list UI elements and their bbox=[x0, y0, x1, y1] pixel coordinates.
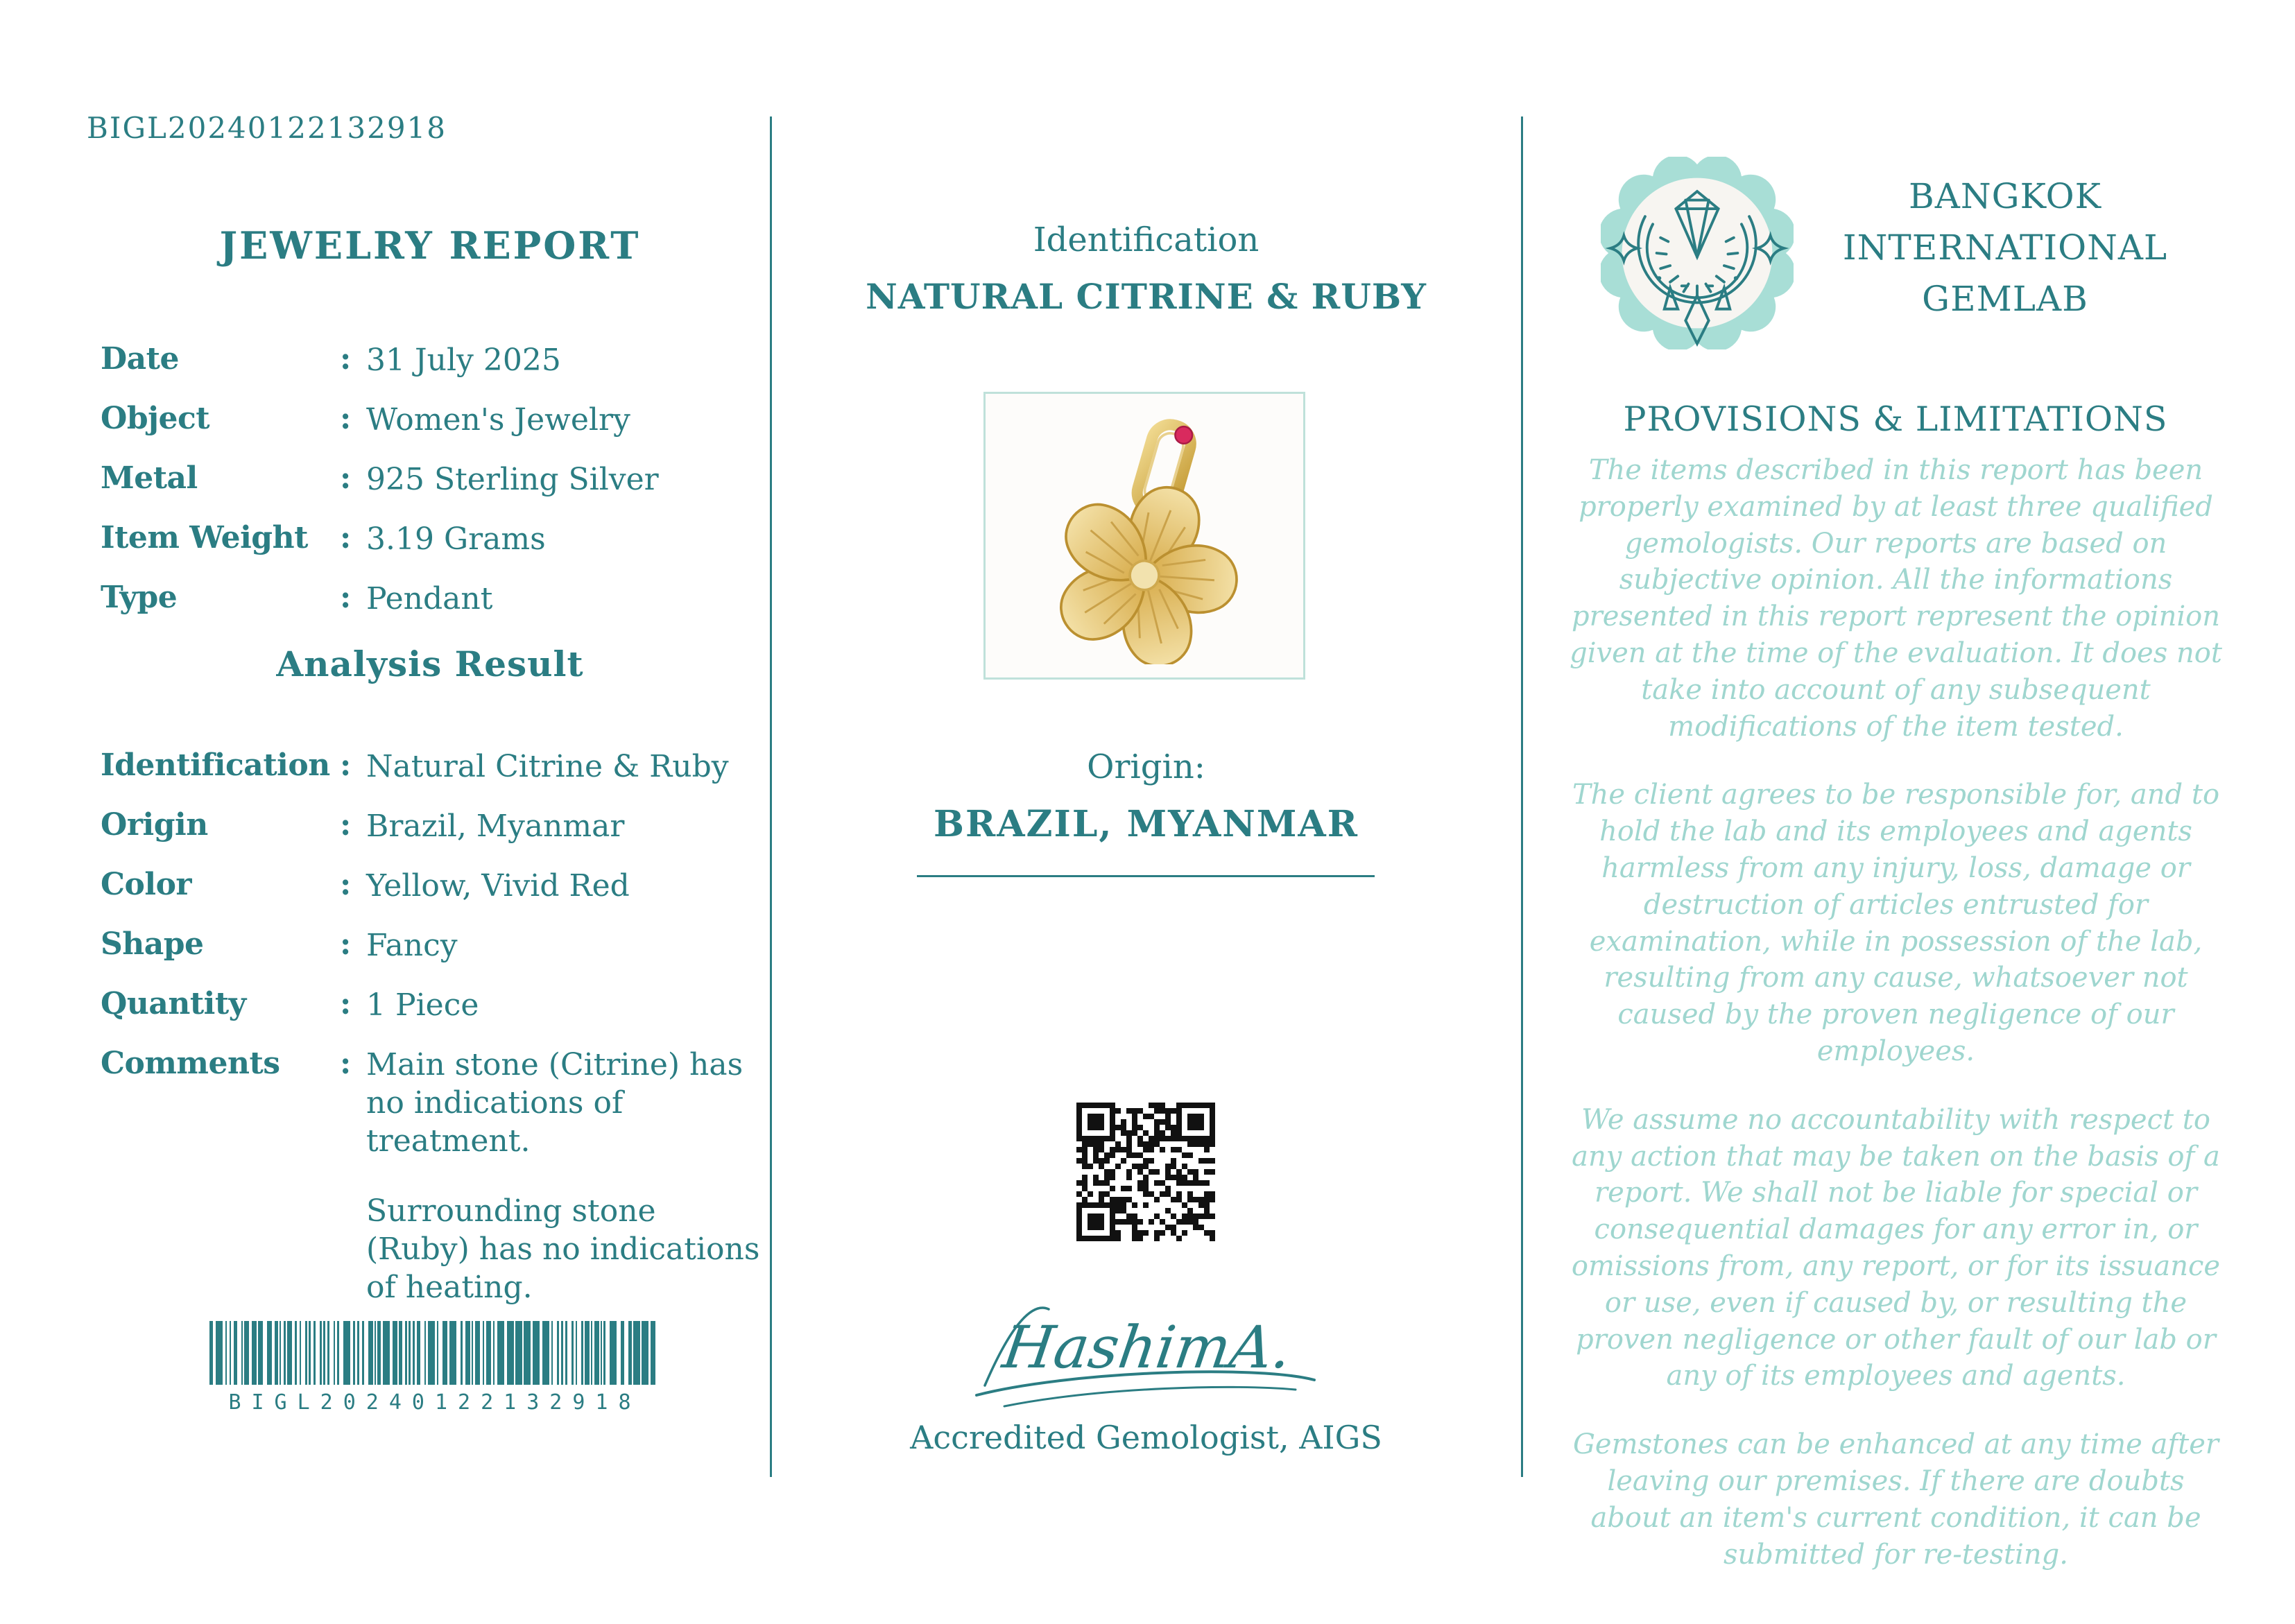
provisions-paragraph: The items described in this report has been properly examined by at least three qualified gemologists. Our reports are based on subjective opinion. All the informations presented in this report represent the opinion given at the time of the evaluation. It does not take into account of any subsequent modifications of the item tested. bbox=[1570, 454, 2222, 743]
field-value: 3.19 Grams bbox=[366, 521, 546, 557]
field-row-comments: Comments : Main stone (Citrine) has no indications of treatment. Surrounding stone (Ruby) has no indications of heating. bbox=[101, 1046, 766, 1306]
field-label: Quantity bbox=[101, 986, 246, 1021]
field-label: Item Weight bbox=[101, 520, 308, 555]
field-label: Shape bbox=[101, 926, 204, 962]
pendant-photo bbox=[1013, 408, 1276, 664]
comments-value bbox=[366, 1046, 766, 1306]
provisions-paragraph: We assume no accountability with respect to any action that may be taken on the basis of a report. We shall not be liable for special or consequential damages for any error in, or omissions from, any report, or for its issuance or use, even if caused by, or resulting the proven negligence or other fault of our lab or any of its employees and agents. bbox=[1571, 1103, 2221, 1392]
field-value: Fancy bbox=[366, 928, 458, 963]
lab-name-line: INTERNATIONAL bbox=[1842, 227, 2168, 268]
field-value: Women's Jewelry bbox=[366, 402, 630, 438]
field-value: 1 Piece bbox=[366, 987, 479, 1023]
field-label: Metal bbox=[101, 460, 198, 496]
identification-value: NATURAL CITRINE & RUBY bbox=[866, 276, 1427, 317]
field-value: Natural Citrine & Ruby bbox=[366, 749, 729, 784]
field-label: Date bbox=[101, 341, 179, 377]
field-label: Object bbox=[101, 401, 210, 436]
column-divider-right bbox=[1521, 116, 1523, 1477]
provisions-paragraph: The client agrees to be responsible for, and to hold the lab and its employees and agents harmless from any injury, loss, damage or destruction of articles entrusted for examination, while in possession of the lab, resulting from any cause, whatsoever not caused by the proven negligence of our employees. bbox=[1572, 779, 2220, 1067]
comment-main-stone: Main stone (Citrine) has no indications of treatment. bbox=[366, 1047, 743, 1159]
barcode bbox=[209, 1321, 660, 1385]
field-row-shape: Shape : Fancy bbox=[101, 926, 766, 986]
field-label: Type bbox=[101, 580, 178, 615]
field-value: 925 Sterling Silver bbox=[366, 462, 659, 497]
ruby-stone bbox=[1175, 426, 1192, 444]
column-divider-left bbox=[770, 116, 772, 1477]
qr-code bbox=[1076, 1103, 1215, 1241]
field-label: Comments bbox=[101, 1046, 280, 1081]
certificate-number: BIGL20240122132918 bbox=[87, 111, 447, 145]
field-label: Origin bbox=[101, 807, 208, 843]
lab-name-line: BANGKOK bbox=[1909, 176, 2101, 216]
identification-heading: Identification bbox=[1033, 221, 1260, 259]
provisions-paragraphs bbox=[1565, 452, 2227, 1605]
barcode-caption: BIGL20240122132918 bbox=[228, 1390, 642, 1415]
provisions-title: PROVISIONS & LIMITATIONS bbox=[1623, 399, 2168, 439]
origin-heading: Origin: bbox=[1087, 748, 1205, 786]
gemlab-logo bbox=[1601, 157, 1794, 349]
gemologist-signature bbox=[964, 1283, 1325, 1418]
field-row-color: Color : Yellow, Vivid Red bbox=[101, 867, 766, 926]
field-label: Identification bbox=[101, 748, 330, 783]
origin-underline bbox=[917, 875, 1375, 877]
origin-value: BRAZIL, MYANMAR bbox=[934, 803, 1359, 845]
analysis-result-title: Analysis Result bbox=[276, 643, 584, 684]
field-row-type: Type : Pendant bbox=[101, 580, 766, 639]
field-row-identification: Identification : Natural Citrine & Ruby bbox=[101, 748, 766, 807]
field-value: Brazil, Myanmar bbox=[366, 809, 625, 844]
field-value: 31 July 2025 bbox=[366, 343, 561, 378]
lab-name-line: GEMLAB bbox=[1922, 279, 2088, 319]
analysis-fields bbox=[101, 748, 766, 1306]
field-value: Yellow, Vivid Red bbox=[366, 868, 630, 904]
field-row-quantity: Quantity : 1 Piece bbox=[101, 986, 766, 1046]
provisions-paragraph: Gemstones can be enhanced at any time after leaving our premises. If there are doubts about an item's current condition, it can be submitted for re-testing. bbox=[1572, 1428, 2219, 1571]
barcode-block bbox=[209, 1321, 660, 1415]
field-value: Pendant bbox=[366, 581, 493, 616]
report-fields bbox=[101, 341, 766, 639]
field-row-date: Date : 31 July 2025 bbox=[101, 341, 766, 401]
field-row-item-weight: Item Weight : 3.19 Grams bbox=[101, 520, 766, 580]
jewelry-report-title: JEWELRY REPORT bbox=[219, 223, 641, 268]
lab-name bbox=[1807, 171, 2203, 325]
field-row-object: Object : Women's Jewelry bbox=[101, 401, 766, 460]
field-row-origin: Origin : Brazil, Myanmar bbox=[101, 807, 766, 867]
field-label: Color bbox=[101, 867, 192, 902]
gemologist-credential: Accredited Gemologist, AIGS bbox=[910, 1419, 1382, 1456]
jewelry-photo-frame bbox=[983, 392, 1305, 680]
field-row-metal: Metal : 925 Sterling Silver bbox=[101, 460, 766, 520]
comment-surrounding-stone: Surrounding stone (Ruby) has no indications of heating. bbox=[366, 1193, 760, 1305]
signature-name-text: HashimA. bbox=[999, 1313, 1296, 1381]
signature-flourish-2 bbox=[1004, 1387, 1296, 1406]
